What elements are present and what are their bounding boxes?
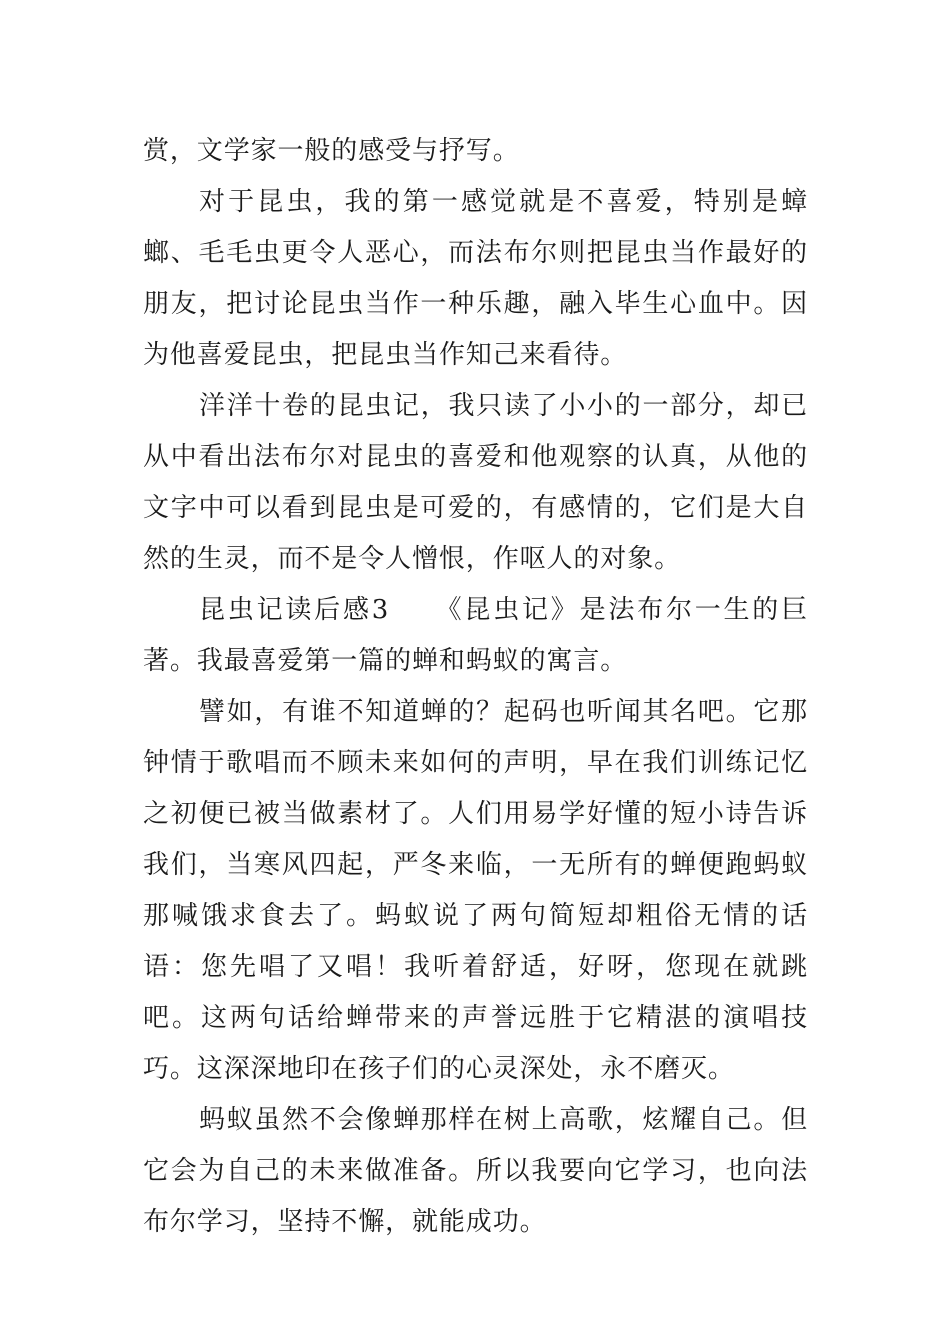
body-text xyxy=(143,126,808,1248)
paragraph: 洋洋十卷的昆虫记，我只读了小小的一部分，却已从中看出法布尔对昆虫的喜爱和他观察的认真，从他的文字中可以看到昆虫是可爱的，有感情的，它们是大自然的生灵，而不是令人憎恨，作呕人的对象。 xyxy=(143,391,808,574)
paragraph-heading-inline: 昆虫记读后感3 《昆虫记》是法布尔一生的巨著。我最喜爱第一篇的蝉和蚂蚁的寓言。 xyxy=(143,595,808,676)
paragraph: 对于昆虫，我的第一感觉就是不喜爱，特别是蟑螂、毛毛虫更令人恶心，而法布尔则把昆虫当作最好的朋友，把讨论昆虫当作一种乐趣，融入毕生心血中。因为他喜爱昆虫，把昆虫当作知己来看待。 xyxy=(143,187,808,370)
paragraph: 譬如，有谁不知道蝉的？起码也听闻其名吧。它那钟情于歌唱而不顾未来如何的声明，早在我们训练记忆之初便已被当做素材了。人们用易学好懂的短小诗告诉我们，当寒风四起，严冬来临，一无所有的蝉便跑蚂蚁那喊饿求食去了。蚂蚁说了两句简短却粗俗无情的话语：您先唱了又唱！我听着舒适，好呀，您现在就跳吧。这两句话给蝉带来的声誉远胜于它精湛的演唱技巧。这深深地印在孩子们的心灵深处，永不磨灭。 xyxy=(143,697,808,1084)
paragraph: 赏，文学家一般的感受与抒写。 xyxy=(143,136,520,166)
paragraph: 蚂蚁虽然不会像蝉那样在树上高歌，炫耀自己。但它会为自己的未来做准备。所以我要向它学习，也向法布尔学习，坚持不懈，就能成功。 xyxy=(143,1105,808,1237)
